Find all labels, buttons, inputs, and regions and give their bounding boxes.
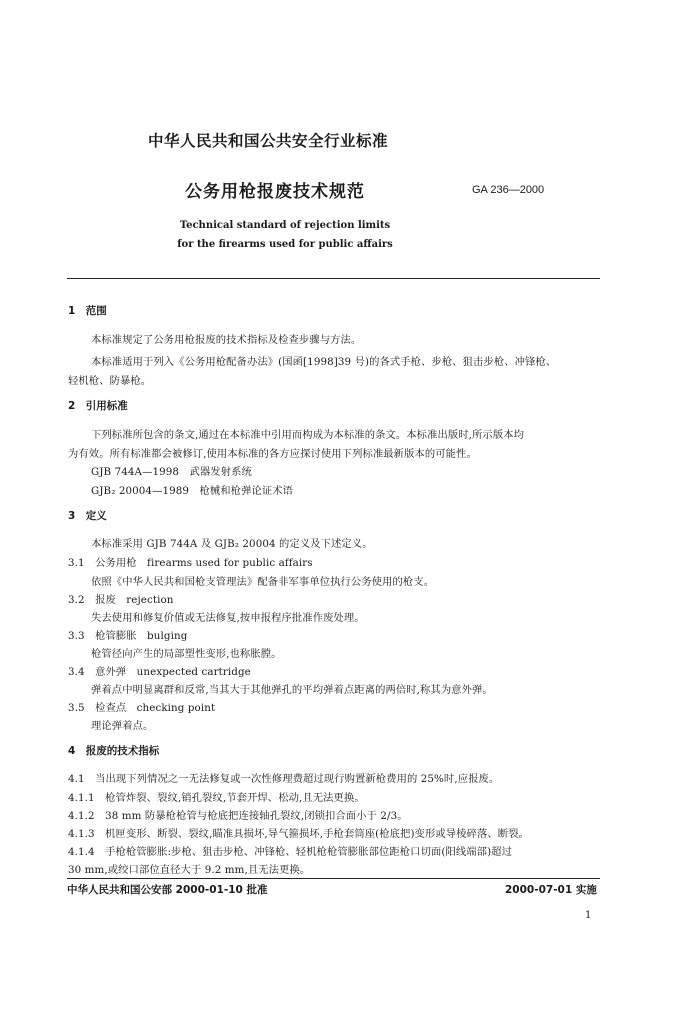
clause-4-1-4-line-2: 30 mm,或绞口部位直径大于 9.2 mm,且无法更换。 — [68, 864, 311, 876]
clause-4-1-1: 4.1.1 枪管炸裂、裂纹,销孔裂纹,节套开焊、松动,且无法更换。 — [68, 792, 365, 804]
section-4-heading: 4 报废的技术指标 — [68, 745, 160, 757]
definition-3-5-term: 3.5 检查点 checking point — [68, 702, 216, 714]
definition-3-3-term: 3.3 枪管膨胀 bulging — [68, 630, 188, 642]
section-3-intro: 本标准采用 GJB 744A 及 GJB₂ 20004 的定义及下述定义。 — [91, 538, 373, 550]
standard-type-header: 中华人民共和国公共安全行业标准 — [148, 132, 389, 150]
section-2-paragraph-line-2: 为有效。所有标准都会被修订,使用本标准的各方应探讨使用下列标准最新版本的可能性。 — [68, 448, 477, 460]
page-number: 1 — [585, 910, 592, 921]
english-title-line-1: Technical standard of rejection limits — [179, 220, 391, 231]
definition-3-1-term: 3.1 公务用枪 firearms used for public affairs — [68, 557, 313, 569]
standard-code: GA 236—2000 — [472, 184, 545, 196]
document-title: 公务用枪报废技术规范 — [185, 182, 365, 202]
approval-statement: 中华人民共和国公安部 2000-01-10 批准 — [67, 884, 268, 896]
clause-4-1: 4.1 当出现下列情况之一无法修复或一次性修理费超过现行购置新枪费用的 25%时,应报废。 — [68, 773, 500, 785]
reference-1: GJB 744A—1998 武器发射系统 — [91, 466, 252, 478]
section-2-heading: 2 引用标准 — [68, 400, 128, 412]
definition-3-1-text: 依照《中华人民共和国枪支管理法》配备非军事单位执行公务使用的枪支。 — [91, 576, 435, 588]
section-1-heading: 1 范围 — [68, 305, 107, 317]
section-3-heading: 3 定义 — [68, 510, 107, 522]
definition-3-2-text: 失去使用和修复价值或无法修复,按申报程序批准作废处理。 — [91, 612, 365, 624]
reference-2: GJB₂ 20004—1989 枪械和枪弹论证术语 — [91, 485, 294, 497]
header-divider — [67, 278, 600, 279]
footer-divider — [67, 878, 600, 879]
definition-3-2-term: 3.2 报废 rejection — [68, 594, 174, 606]
definition-3-4-text: 弹着点中明显离群和反常,当其大于其他弹孔的平均弹着点距离的两倍时,称其为意外弹。 — [91, 684, 493, 696]
clause-4-1-2: 4.1.2 38 mm 防暴枪枪管与枪底把连接轴孔裂纹,闭锁扣合面小于 2/3。 — [68, 810, 408, 822]
section-2-paragraph-line-1: 下列标准所包含的条文,通过在本标准中引用而构成为本标准的条文。本标准出版时,所示版本均 — [91, 429, 525, 441]
clause-4-1-3: 4.1.3 机匣变形、断裂、裂纹,瞄准具损坏,导气箍损坏,手枪套筒座(枪底把)变形或导棱碎落、断裂。 — [68, 828, 529, 840]
section-1-paragraph-2-line-1: 本标准适用于列入《公务用枪配备办法》(国函[1998]39 号)的各式手枪、步枪、狙击步枪、冲锋枪、 — [91, 356, 557, 368]
clause-4-1-4-line-1: 4.1.4 手枪枪管膨胀:步枪、狙击步枪、冲锋枪、轻机枪枪管膨胀部位距枪口切面(阳线端部)超过 — [68, 846, 512, 858]
section-1-paragraph-1: 本标准规定了公务用枪报废的技术指标及检查步骤与方法。 — [91, 334, 362, 346]
english-title — [135, 216, 435, 254]
definition-3-3-text: 枪管径向产生的局部塑性变形,也称胀膛。 — [91, 648, 282, 660]
definition-3-5-text: 理论弹着点。 — [91, 720, 154, 732]
definition-3-4-term: 3.4 意外弹 unexpected cartridge — [68, 666, 251, 678]
english-title-line-2: for the firearms used for public affairs — [177, 239, 393, 250]
effective-date: 2000-07-01 实施 — [505, 884, 597, 896]
section-1-paragraph-2-line-2: 轻机枪、防暴枪。 — [68, 375, 152, 387]
